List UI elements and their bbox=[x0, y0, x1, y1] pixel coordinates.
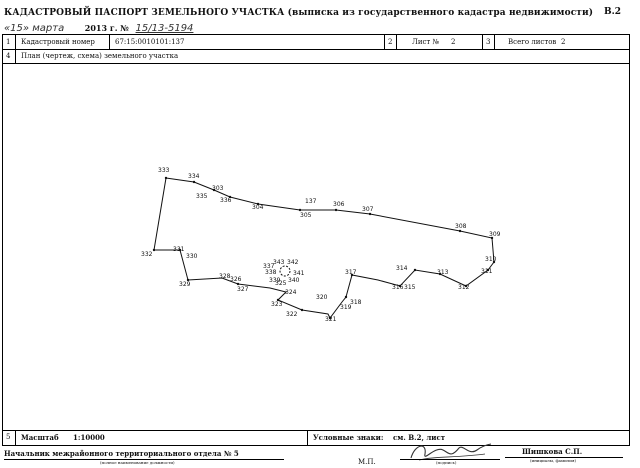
legend-value: см. В.2, лист bbox=[393, 433, 446, 442]
row-index-1: 1 bbox=[6, 38, 11, 46]
point-label: 306 bbox=[333, 201, 345, 208]
issue-number-handwritten: 15/13-5194 bbox=[135, 23, 194, 34]
document-title: КАДАСТРОВЫЙ ПАСПОРТ ЗЕМЕЛЬНОГО УЧАСТКА (выписка из государственного кадастра недвижимости) bbox=[4, 8, 594, 18]
point-label: 341 bbox=[293, 270, 305, 277]
point-label: 338 bbox=[265, 269, 277, 276]
cadastral-number-label: Кадастровый номер bbox=[21, 38, 95, 46]
point-label: 323 bbox=[271, 301, 283, 308]
total-sheets-label: Всего листов bbox=[508, 38, 557, 46]
sheet-number-value: 2 bbox=[451, 38, 456, 46]
issue-date-handwritten: «15» марта bbox=[4, 23, 65, 34]
point-label: 320 bbox=[316, 294, 328, 301]
sheet-number-label: Лист № bbox=[412, 38, 440, 46]
row-index-4: 4 bbox=[6, 52, 11, 60]
point-label: 310 bbox=[485, 256, 497, 263]
point-label: 319 bbox=[340, 304, 352, 311]
point-label: 334 bbox=[188, 173, 200, 180]
plan-section-label: План (чертеж, схема) земельного участка bbox=[21, 52, 179, 60]
point-label: 321 bbox=[325, 316, 337, 323]
point-label: 332 bbox=[141, 251, 153, 258]
signature-caption: (подпись) bbox=[436, 460, 457, 465]
point-label: 315 bbox=[404, 284, 416, 291]
point-label: 318 bbox=[350, 299, 362, 306]
point-label: 314 bbox=[396, 265, 408, 272]
point-label: 311 bbox=[481, 268, 493, 275]
point-label: 343 bbox=[273, 259, 285, 266]
point-label: 309 bbox=[489, 231, 501, 238]
cadastral-number-value: 67:15:0010101:137 bbox=[115, 38, 185, 46]
row-index-2: 2 bbox=[388, 38, 393, 46]
point-label: 325 bbox=[275, 280, 287, 287]
point-label: 316 bbox=[392, 284, 404, 291]
point-labels bbox=[141, 167, 501, 323]
point-label: 339 bbox=[269, 277, 281, 284]
point-label: 317 bbox=[345, 269, 357, 276]
point-label: 322 bbox=[286, 311, 298, 318]
point-label: 333 bbox=[158, 167, 170, 174]
point-label: 337 bbox=[263, 263, 275, 270]
point-label: 324 bbox=[285, 289, 297, 296]
row-index-3: 3 bbox=[486, 38, 491, 46]
point-label: 307 bbox=[362, 206, 374, 213]
point-label: 331 bbox=[173, 246, 185, 253]
point-label: 329 bbox=[179, 281, 191, 288]
signer-name: Шишкова С.П. bbox=[522, 447, 583, 456]
sheet-code: В.2 bbox=[604, 7, 622, 17]
point-label: 340 bbox=[288, 277, 300, 284]
name-caption: (инициалы, фамилия) bbox=[530, 458, 577, 463]
point-label: 327 bbox=[237, 286, 249, 293]
point-label: 330 bbox=[186, 253, 198, 260]
point-label: 305 bbox=[300, 212, 312, 219]
point-label: 328 bbox=[219, 273, 231, 280]
point-label: 312 bbox=[458, 284, 470, 291]
point-label: 342 bbox=[287, 259, 299, 266]
point-label: 326 bbox=[230, 276, 242, 283]
point-label: 303 bbox=[212, 185, 224, 192]
row-index-5: 5 bbox=[6, 433, 11, 441]
position-caption: (полное наименование должности) bbox=[100, 460, 175, 465]
scale-label: Масштаб bbox=[21, 433, 59, 442]
scale-value: 1:10000 bbox=[73, 433, 105, 442]
point-label: 336 bbox=[220, 197, 232, 204]
legend-label: Условные знаки: bbox=[313, 433, 384, 442]
point-label: 304 bbox=[252, 204, 264, 211]
total-sheets-value: 2 bbox=[561, 38, 566, 46]
point-label: 335 bbox=[196, 193, 208, 200]
inner-contour bbox=[280, 266, 290, 276]
official-position: Начальник межрайонного территориального отдела № 5 bbox=[4, 449, 239, 458]
point-label: 308 bbox=[455, 223, 467, 230]
issue-year: 2013 г. № bbox=[84, 23, 129, 33]
point-label: 313 bbox=[437, 269, 449, 276]
point-label: 137 bbox=[305, 198, 317, 205]
stamp-label: М.П. bbox=[358, 458, 376, 466]
